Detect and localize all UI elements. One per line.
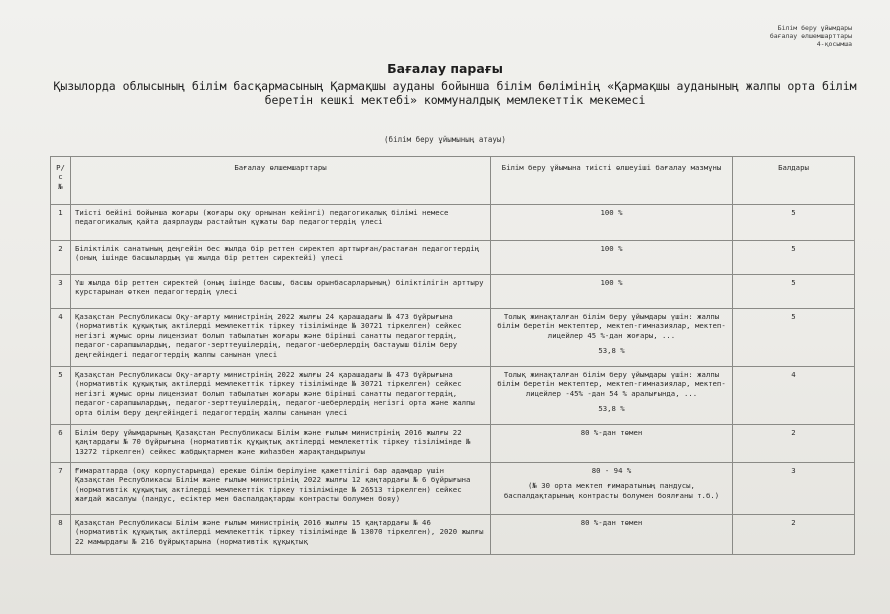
header-indicator: Білім беру ұйымына тиісті өлшеуіші бағалау мазмұны	[491, 157, 733, 205]
row-indicator: 100 %	[600, 278, 623, 287]
row-indicator: 80 %-дан төмен	[580, 428, 643, 437]
organization-caption: (білім беру ұйымының атауы)	[384, 135, 506, 144]
row-indicator-extra: 53,8 %	[598, 404, 625, 414]
row-criteria: Үш жылда бір реттен сиректей (оның ішінде басшы, басшы орынбасарларының) біліктілігін арттыру курстарынан өткен педагогтердің үлесі	[71, 275, 491, 309]
row-points: 2	[733, 425, 855, 463]
page-title: Бағалау парағы	[387, 61, 503, 76]
row-criteria: Қазақстан Республикасы Оқу-ағарту министрінің 2022 жылғы 24 қарашадағы № 473 бұйрығына (нормативтік құқықтық актілерді мемлекеттік тіркеу тізілімінде № 30721 тіркелген) сейкес негізгі жұмыс орны лицензиат болып табылатын жоғары және бірінші санатты педагогтердің, педагог-сарапшылардың, педагог-зерттеушілердің, педагог-шеберлердің бастауыш білім беру деңгейіндегі педагогтердің жалпы санынан үлесі	[71, 309, 491, 367]
table-row	[51, 463, 855, 515]
header-num: Р/с №	[51, 157, 71, 205]
row-indicator: 100 %	[600, 208, 623, 217]
row-indicator-cell	[491, 205, 733, 241]
row-criteria: Тиісті бейіні бойынша жоғары (жоғары оқу орнынан кейінгі) педагогикалық білімі немесе педагогикалық қайта даярлауды растайтын құжаты бар педагогтердің үлесі	[71, 205, 491, 241]
organization-name: Қызылорда облысының білім басқармасының Қармақшы ауданы бойынша білім бөлімінің «Қармақшы ауданының жалпы орта білім беретін кешкі мектебі» коммуналдық мемлекеттік мекемесі	[53, 79, 857, 107]
table-row	[51, 515, 855, 555]
row-points: 4	[733, 367, 855, 425]
table-row	[51, 309, 855, 367]
row-indicator-cell	[491, 463, 733, 515]
header-points: Балдары	[733, 157, 855, 205]
row-indicator: 80 %-дан төмен	[580, 518, 643, 527]
row-number: 7	[51, 463, 71, 515]
row-points: 5	[733, 309, 855, 367]
row-indicator-cell	[491, 367, 733, 425]
table-row	[51, 275, 855, 309]
row-criteria: Біліктілік санатының деңгейін бес жылда бір реттен сиректеп арттырған/растаған педагогтердің (оның ішінде басшылардың үш жылда бір реттен сиректейі) үлесі	[71, 241, 491, 275]
row-number: 1	[51, 205, 71, 241]
row-number: 5	[51, 367, 71, 425]
row-points: 2	[733, 515, 855, 555]
appendix-line-1: Білім беру ұйымдары	[777, 24, 852, 32]
assessment-table	[50, 156, 855, 555]
row-indicator-cell	[491, 309, 733, 367]
row-indicator-cell	[491, 241, 733, 275]
table-header-row	[51, 157, 855, 205]
row-number: 4	[51, 309, 71, 367]
row-number: 2	[51, 241, 71, 275]
appendix-line-2: бағалау өлшемшарттары	[769, 32, 852, 40]
row-criteria: Білім беру ұйымдарының Қазақстан Республикасы Білім және ғылым министрінің 2016 жылғы 22 қаңтардағы № 70 бұйрығына (нормативтік құқықтық актілерді мемлекеттік тіркеу тізілімінде № 13272 тіркелген) сейкес жабдықтармен және жиһазбен жарақтандырылуы	[71, 425, 491, 463]
appendix-line-3: 4-қосымша	[816, 40, 852, 48]
row-points: 5	[733, 275, 855, 309]
row-points: 5	[733, 205, 855, 241]
row-indicator-cell	[491, 515, 733, 555]
row-number: 3	[51, 275, 71, 309]
appendix-note	[770, 24, 852, 48]
table-row	[51, 367, 855, 425]
row-criteria: Ғимараттарда (оқу корпустарында) ерекше білім берілуіне қажеттілігі бар адамдар үшін Қазақстан Республикасы Білім және ғылым министрінің 2022 жылғы 12 қаңтардағы № 6 бұйрығына (нормативтік құқықтық актілерді мемлекеттік тіркеу тізілімінде № 26513 тіркелген) сейкес жағдай жасалуы (пандус, есіктер мен баспалдақтарды контрасты болумен бояу)	[71, 463, 491, 515]
table-row	[51, 241, 855, 275]
row-criteria: Қазақстан Республикасы Оқу-ағарту министрінің 2022 жылғы 24 қарашадағы № 473 бұйрығына (нормативтік құқықтық актілерді мемлекеттік тіркеу тізілімінде № 30721 тіркелген) сейкес негізгі жұмыс орны лицензиат болып табылатын жоғары және бірінші санатты педагогтердің, педагог-сарапшылардың, педагог-зерттеушілердің, педагог-шеберлердің негізгі орта және жалпы орта білім беру деңгейіндегі педагогтердің жалпы санынан үлесі	[71, 367, 491, 425]
row-points: 3	[733, 463, 855, 515]
row-indicator-extra: (№ 30 орта мектеп ғимаратының пандусы, баспалдақтарының контрасты болумен боялғаны т.б.)	[503, 481, 720, 500]
row-indicator: 100 %	[600, 244, 623, 253]
row-indicator-cell	[491, 275, 733, 309]
row-indicator: Толық жинақталған білім беру ұйымдары үшін: жалпы білім беретін мектептер, мектеп-гимназиялар, мектеп-лицейлер 45 %-дан жоғары, ...	[497, 312, 726, 340]
table-row	[51, 205, 855, 241]
row-criteria: Қазақстан Республикасы Білім және ғылым министрінің 2016 жылғы 15 қаңтардағы № 46 (нормативтік құқықтық актілерді мемлекеттік тіркеу тізілімінде № 13070 тіркелген), 2020 жылғы 22 мамырдағы № 216 бұйрықтарына (нормативтік құқықтық	[71, 515, 491, 555]
row-indicator: Толық жинақталған білім беру ұйымдары үшін: жалпы білім беретін мектептер, мектеп-гимназиялар, мектеп-лицейлер -45% -дан 54 % аралығында, ...	[497, 370, 726, 398]
table-row	[51, 425, 855, 463]
row-indicator: 80 - 94 %	[591, 466, 632, 475]
header-criteria: Бағалау өлшемшарттары	[71, 157, 491, 205]
row-indicator-cell	[491, 425, 733, 463]
row-number: 8	[51, 515, 71, 555]
row-points: 5	[733, 241, 855, 275]
row-indicator-extra: 53,8 %	[598, 346, 625, 356]
row-number: 6	[51, 425, 71, 463]
